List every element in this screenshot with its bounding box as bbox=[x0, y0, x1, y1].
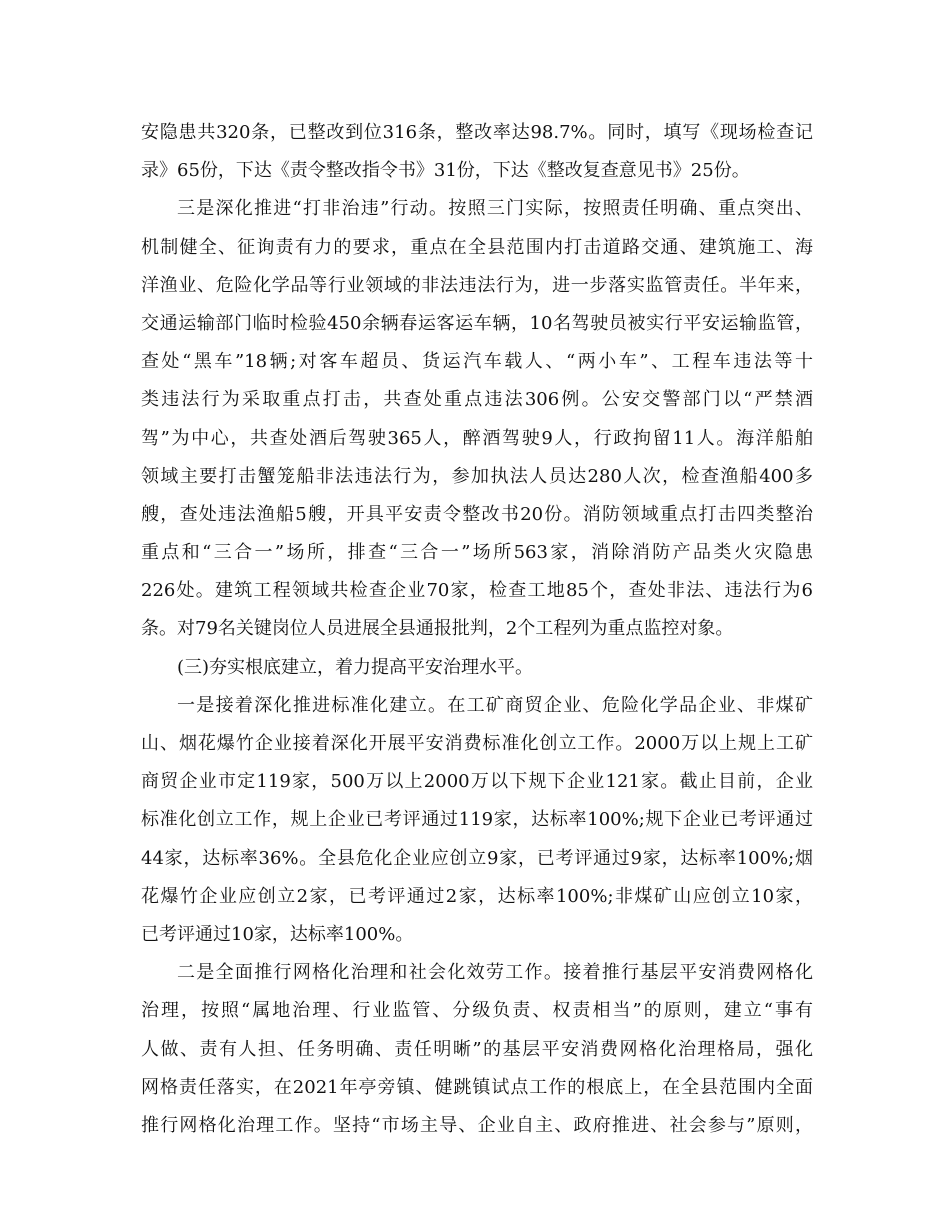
text-line: 花爆竹企业应创立2家，已考评通过2家，达标率100%;非煤矿山应创立10家， bbox=[141, 885, 813, 907]
text-line: 驾”为中心，共查处酒后驾驶365人，醉酒驾驶9人，行政拘留11人。海洋船舶 bbox=[141, 427, 813, 449]
text-line: 类违法行为采取重点打击，共查处重点违法306例。公安交警部门以“严禁酒 bbox=[141, 389, 813, 411]
text-line: 推行网格化治理工作。坚持“市场主导、企业自主、政府推进、社会参与”原则， bbox=[141, 1114, 813, 1136]
text-line: 人做、责有人担、任务明确、责任明晰”的基层平安消费网格化治理格局，强化 bbox=[141, 1038, 813, 1060]
text-line: 交通运输部门临时检验450余辆春运客运车辆，10名驾驶员被实行平安运输监管， bbox=[141, 312, 813, 334]
text-line: 机制健全、征询责有力的要求，重点在全县范围内打击道路交通、建筑施工、海 bbox=[141, 236, 813, 258]
section-heading: (三)夯实根底建立，着力提高平安治理水平。 bbox=[177, 656, 534, 678]
text-line: 标准化创立工作，规上企业已考评通过119家，达标率100%;规下企业已考评通过 bbox=[141, 809, 813, 831]
text-line: 艘，查处违法渔船5艘，开具平安责令整改书20份。消防领域重点打击四类整治 bbox=[141, 503, 813, 525]
text-line: 领域主要打击蟹笼船非法违法行为，参加执法人员达280人次，检查渔船400多 bbox=[141, 465, 813, 487]
text-line: 条。对79名关键岗位人员进展全县通报批判，2个工程列为重点监控对象。 bbox=[141, 618, 734, 640]
text-line: 商贸企业市定119家，500万以上2000万以下规下企业121家。截止目前，企业 bbox=[141, 771, 813, 793]
paragraph-first-line: 一是接着深化推进标准化建立。在工矿商贸企业、危险化学品企业、非煤矿 bbox=[177, 694, 813, 716]
text-line: 山、烟花爆竹企业接着深化开展平安消费标准化创立工作。2000万以上规上工矿 bbox=[141, 733, 813, 754]
text-line: 洋渔业、危险化学品等行业领域的非法违法行为，进一步落实监管责任。半年来， bbox=[141, 274, 813, 296]
text-line: 重点和“三合一”场所，排查“三合一”场所563家，消除消防产品类火灾隐患 bbox=[141, 542, 813, 564]
document-body bbox=[141, 114, 813, 1145]
paragraph-first-line: 三是深化推进“打非治违”行动。按照三门实际，按照责任明确、重点突出、 bbox=[177, 198, 813, 220]
paragraph-first-line: 二是全面推行网格化治理和社会化效劳工作。接着推行基层平安消费网格化 bbox=[177, 962, 813, 984]
text-line: 226处。建筑工程领域共检查企业70家，检查工地85个，查处非法、违法行为6 bbox=[141, 580, 813, 602]
text-line: 录》65份，下达《责令整改指令书》31份，下达《整改复查意见书》25份。 bbox=[141, 160, 750, 182]
text-line: 安隐患共320条，已整改到位316条，整改率达98.7%。同时，填写《现场检查记 bbox=[141, 122, 813, 143]
text-line: 44家，达标率36%。全县危化企业应创立9家，已考评通过9家，达标率100%;烟 bbox=[141, 847, 813, 869]
text-line: 查处“黑车”18辆;对客车超员、货运汽车载人、“两小车”、工程车违法等十 bbox=[141, 351, 813, 373]
text-line: 已考评通过10家，达标率100%。 bbox=[141, 923, 414, 945]
text-line: 网格责任落实，在2021年亭旁镇、健跳镇试点工作的根底上，在全县范围内全面 bbox=[141, 1076, 813, 1098]
text-line: 治理，按照“属地治理、行业监管、分级负责、权责相当”的原则，建立“事有 bbox=[141, 1000, 813, 1022]
